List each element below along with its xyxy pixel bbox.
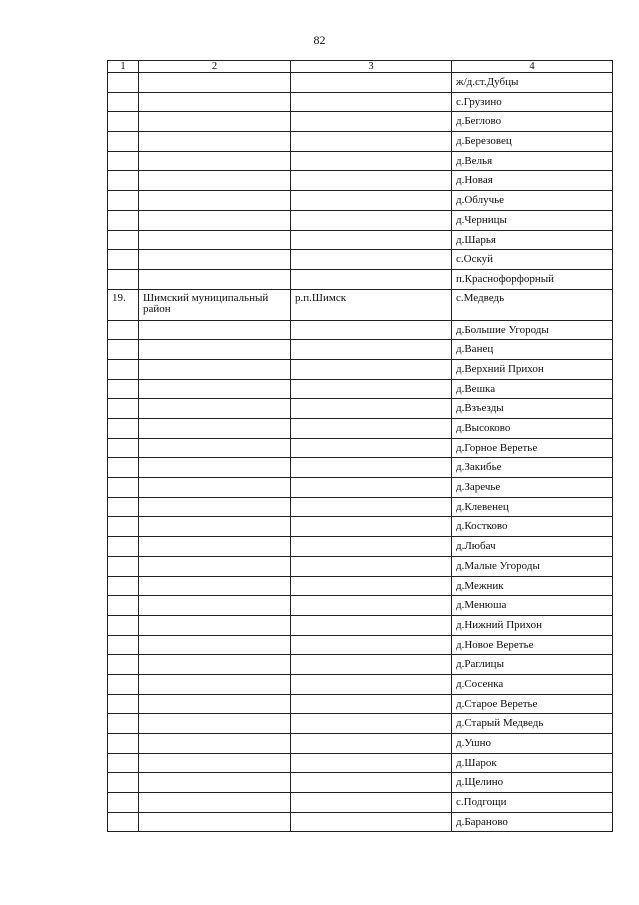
cell-settlement: д.Сосенка	[452, 674, 613, 694]
cell-number	[108, 478, 139, 498]
cell-number	[108, 399, 139, 419]
cell-number	[108, 340, 139, 360]
table-row	[108, 635, 613, 655]
cell-district	[139, 340, 291, 360]
cell-center	[291, 250, 452, 270]
column-header-1: 1	[108, 61, 139, 73]
cell-settlement: д.Закибье	[452, 458, 613, 478]
cell-settlement: д.Костково	[452, 517, 613, 537]
table-row	[108, 556, 613, 576]
cell-district	[139, 517, 291, 537]
cell-number	[108, 734, 139, 754]
cell-settlement: с.Грузино	[452, 92, 613, 112]
cell-settlement: д.Нижний Прихон	[452, 615, 613, 635]
table-row	[108, 151, 613, 171]
cell-district	[139, 773, 291, 793]
cell-settlement: д.Облучье	[452, 191, 613, 211]
cell-district	[139, 497, 291, 517]
table-row	[108, 615, 613, 635]
column-header-4: 4	[452, 61, 613, 73]
cell-number	[108, 556, 139, 576]
cell-settlement: д.Клевенец	[452, 497, 613, 517]
settlements-table	[107, 60, 613, 832]
cell-center	[291, 191, 452, 211]
cell-district	[139, 399, 291, 419]
cell-district	[139, 132, 291, 152]
cell-center	[291, 92, 452, 112]
cell-settlement: с.Медведь	[452, 289, 613, 320]
cell-number	[108, 230, 139, 250]
cell-center	[291, 714, 452, 734]
cell-district	[139, 615, 291, 635]
cell-number	[108, 458, 139, 478]
cell-district	[139, 694, 291, 714]
cell-center	[291, 419, 452, 439]
cell-settlement: д.Верхний Прихон	[452, 359, 613, 379]
cell-number	[108, 537, 139, 557]
cell-settlement: с.Подгощи	[452, 793, 613, 813]
cell-number	[108, 596, 139, 616]
cell-center	[291, 320, 452, 340]
cell-district	[139, 576, 291, 596]
cell-district	[139, 714, 291, 734]
cell-center	[291, 537, 452, 557]
table-row	[108, 674, 613, 694]
cell-settlement: д.Старое Веретье	[452, 694, 613, 714]
cell-district	[139, 320, 291, 340]
cell-settlement: д.Вешка	[452, 379, 613, 399]
table-row	[108, 596, 613, 616]
cell-district	[139, 596, 291, 616]
column-header-2: 2	[139, 61, 291, 73]
cell-district	[139, 537, 291, 557]
table-row	[108, 171, 613, 191]
table-row	[108, 340, 613, 360]
table-row	[108, 269, 613, 289]
cell-center	[291, 773, 452, 793]
cell-settlement: д.Взъезды	[452, 399, 613, 419]
table-row	[108, 210, 613, 230]
cell-number	[108, 655, 139, 675]
cell-district	[139, 112, 291, 132]
cell-number	[108, 497, 139, 517]
cell-number	[108, 171, 139, 191]
cell-number	[108, 250, 139, 270]
cell-settlement: д.Раглицы	[452, 655, 613, 675]
cell-center	[291, 151, 452, 171]
cell-center	[291, 458, 452, 478]
cell-settlement: п.Краснофорфорный	[452, 269, 613, 289]
cell-center	[291, 210, 452, 230]
cell-district	[139, 359, 291, 379]
table-row	[108, 517, 613, 537]
table-row	[108, 458, 613, 478]
table-row	[108, 793, 613, 813]
cell-district	[139, 379, 291, 399]
cell-center	[291, 112, 452, 132]
cell-center	[291, 596, 452, 616]
table-row	[108, 478, 613, 498]
cell-number	[108, 812, 139, 832]
cell-center	[291, 340, 452, 360]
table-row	[108, 694, 613, 714]
cell-center	[291, 438, 452, 458]
table-row	[108, 734, 613, 754]
cell-center: р.п.Шимск	[291, 289, 452, 320]
cell-number	[108, 635, 139, 655]
cell-district	[139, 674, 291, 694]
table-row	[108, 132, 613, 152]
cell-district	[139, 250, 291, 270]
table-row	[108, 379, 613, 399]
cell-settlement: д.Заречье	[452, 478, 613, 498]
cell-district	[139, 151, 291, 171]
column-header-row	[108, 61, 613, 73]
cell-settlement: д.Межник	[452, 576, 613, 596]
cell-center	[291, 812, 452, 832]
cell-center	[291, 615, 452, 635]
cell-number	[108, 773, 139, 793]
cell-center	[291, 132, 452, 152]
cell-settlement: д.Любач	[452, 537, 613, 557]
cell-district	[139, 171, 291, 191]
cell-settlement: д.Бараново	[452, 812, 613, 832]
cell-district	[139, 655, 291, 675]
cell-district	[139, 478, 291, 498]
cell-number	[108, 320, 139, 340]
cell-district	[139, 210, 291, 230]
column-header-3: 3	[291, 61, 452, 73]
cell-settlement: д.Высоково	[452, 419, 613, 439]
cell-center	[291, 793, 452, 813]
cell-center	[291, 230, 452, 250]
cell-district	[139, 92, 291, 112]
cell-settlement: д.Велья	[452, 151, 613, 171]
cell-center	[291, 497, 452, 517]
cell-district: Шимский муниципальный район	[139, 289, 291, 320]
cell-center	[291, 478, 452, 498]
table-row	[108, 714, 613, 734]
cell-settlement: д.Менюша	[452, 596, 613, 616]
table-row	[108, 399, 613, 419]
table-row	[108, 753, 613, 773]
cell-district	[139, 73, 291, 93]
cell-number	[108, 359, 139, 379]
cell-number	[108, 714, 139, 734]
cell-district	[139, 458, 291, 478]
cell-district	[139, 269, 291, 289]
cell-settlement: д.Березовец	[452, 132, 613, 152]
table-row	[108, 320, 613, 340]
cell-number	[108, 73, 139, 93]
cell-district	[139, 734, 291, 754]
table-row	[108, 191, 613, 211]
cell-district	[139, 635, 291, 655]
district-row	[108, 289, 613, 320]
cell-number	[108, 92, 139, 112]
cell-settlement: д.Щелино	[452, 773, 613, 793]
cell-number	[108, 210, 139, 230]
cell-settlement: д.Малые Угороды	[452, 556, 613, 576]
page-number: 82	[313, 33, 326, 47]
cell-settlement: с.Оскуй	[452, 250, 613, 270]
cell-number	[108, 379, 139, 399]
table-row	[108, 812, 613, 832]
cell-settlement: ж/д.ст.Дубцы	[452, 73, 613, 93]
cell-number	[108, 191, 139, 211]
cell-number	[108, 419, 139, 439]
cell-number	[108, 269, 139, 289]
cell-center	[291, 73, 452, 93]
cell-number	[108, 438, 139, 458]
cell-center	[291, 517, 452, 537]
cell-number: 19.	[108, 289, 139, 320]
cell-center	[291, 734, 452, 754]
table-row	[108, 537, 613, 557]
cell-settlement: д.Новая	[452, 171, 613, 191]
cell-number	[108, 112, 139, 132]
cell-number	[108, 151, 139, 171]
cell-number	[108, 694, 139, 714]
cell-district	[139, 812, 291, 832]
cell-settlement: д.Новое Веретье	[452, 635, 613, 655]
cell-center	[291, 379, 452, 399]
cell-center	[291, 399, 452, 419]
cell-center	[291, 359, 452, 379]
cell-number	[108, 615, 139, 635]
cell-district	[139, 438, 291, 458]
cell-number	[108, 793, 139, 813]
cell-district	[139, 556, 291, 576]
cell-settlement: д.Ушно	[452, 734, 613, 754]
cell-center	[291, 171, 452, 191]
cell-settlement: д.Шарья	[452, 230, 613, 250]
cell-district	[139, 793, 291, 813]
table-row	[108, 497, 613, 517]
table-row	[108, 438, 613, 458]
table-row	[108, 655, 613, 675]
cell-district	[139, 753, 291, 773]
cell-settlement: д.Горное Веретье	[452, 438, 613, 458]
cell-center	[291, 674, 452, 694]
cell-center	[291, 635, 452, 655]
cell-number	[108, 753, 139, 773]
cell-settlement: д.Беглово	[452, 112, 613, 132]
cell-center	[291, 753, 452, 773]
table-row	[108, 773, 613, 793]
table-row	[108, 112, 613, 132]
cell-settlement: д.Шарок	[452, 753, 613, 773]
table-row	[108, 230, 613, 250]
table-row	[108, 250, 613, 270]
cell-district	[139, 191, 291, 211]
table-row	[108, 92, 613, 112]
cell-center	[291, 655, 452, 675]
cell-number	[108, 517, 139, 537]
cell-number	[108, 674, 139, 694]
cell-district	[139, 230, 291, 250]
cell-number	[108, 132, 139, 152]
cell-settlement: д.Ванец	[452, 340, 613, 360]
cell-settlement: д.Большие Угороды	[452, 320, 613, 340]
table-row	[108, 73, 613, 93]
cell-number	[108, 576, 139, 596]
cell-settlement: д.Старый Медведь	[452, 714, 613, 734]
table-row	[108, 419, 613, 439]
table-row	[108, 359, 613, 379]
cell-district	[139, 419, 291, 439]
cell-center	[291, 576, 452, 596]
cell-settlement: д.Черницы	[452, 210, 613, 230]
cell-center	[291, 556, 452, 576]
cell-center	[291, 269, 452, 289]
cell-center	[291, 694, 452, 714]
table-row	[108, 576, 613, 596]
